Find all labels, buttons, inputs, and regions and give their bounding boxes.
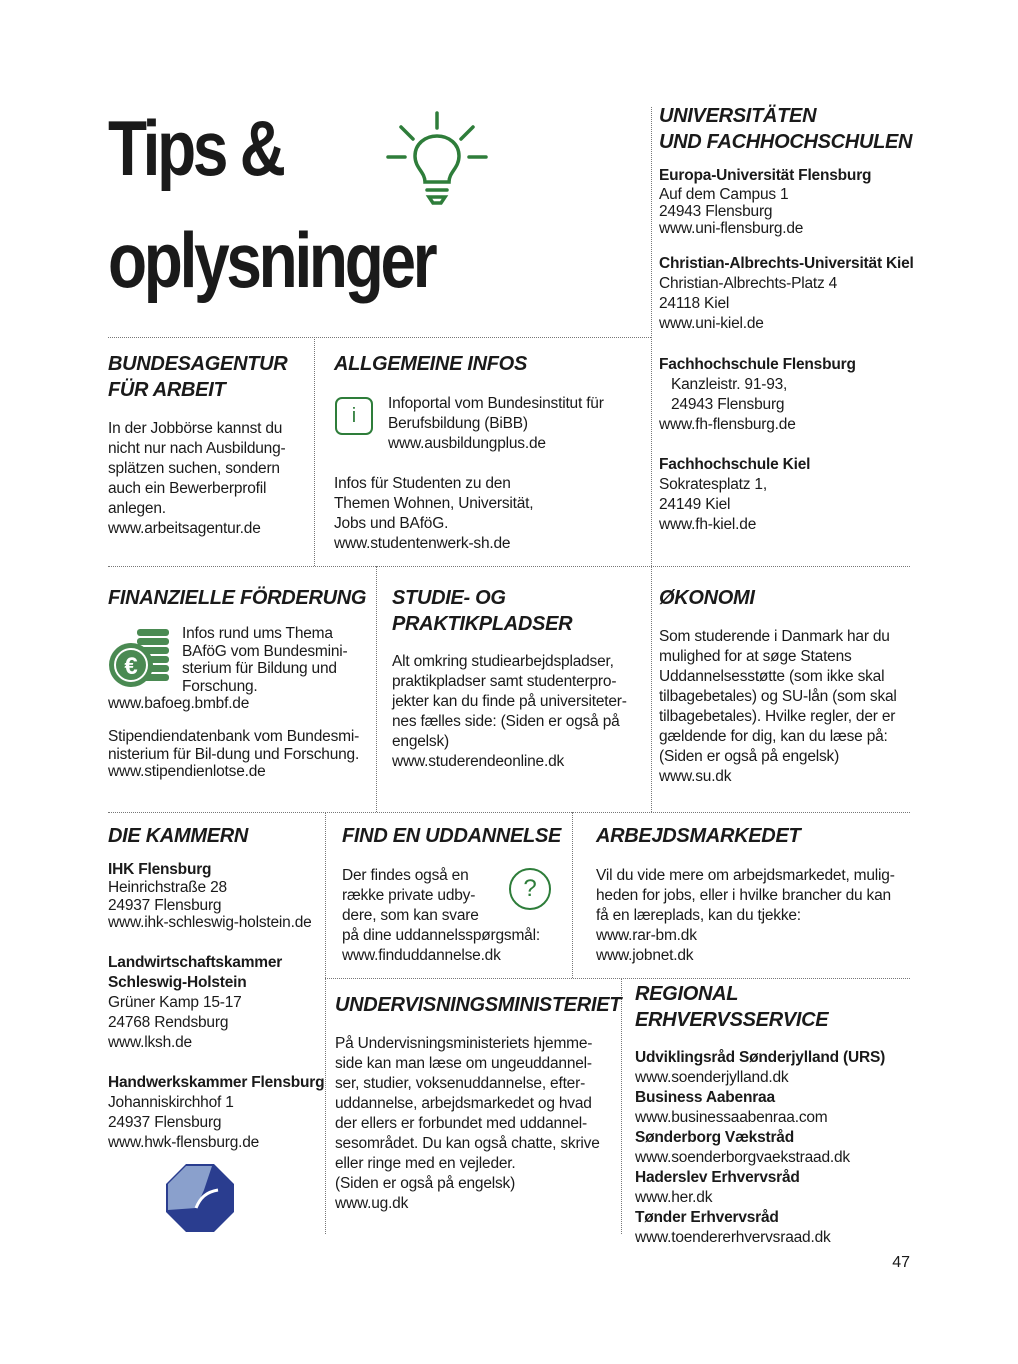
section-text: På Undervisningsministeriets hjemme- side kan man læse om ungeuddannel- ser, studier, voksenuddannelse, efter- uddannelse, arbejdsmarkedet og hvad der ellers er forbundet med uddannel- sesområdet. Du kan også chatte, skrive eller ringe med en vejleder. (Siden er også på engelsk) www.ug.dk — [335, 1035, 600, 1212]
title-line-2: oplysninger — [108, 216, 435, 304]
section-text: Infos rund ums Thema BAföG vom Bundesmini- sterium für Bildung und Forschung. — [182, 625, 348, 695]
section-heading: STUDIE- OG PRAKTIKPLADSER — [392, 587, 573, 635]
studie-section — [392, 585, 642, 772]
page-number: 47 — [892, 1254, 910, 1271]
chamber-logo-icon — [166, 1164, 234, 1232]
university-entry: Europa-Universität Flensburg Auf dem Campus 1 24943 Flensburg www.uni-flensburg.de — [659, 167, 872, 237]
section-heading: UNIVERSITÄTEN UND FACHHOCHSCHULEN — [659, 105, 913, 153]
divider — [325, 978, 910, 979]
divider — [621, 978, 622, 1234]
bundesagentur-section — [108, 351, 308, 539]
allgemeine-section — [334, 351, 644, 377]
divider — [108, 566, 910, 567]
regional-section — [635, 981, 909, 1248]
euro-coins-icon — [109, 627, 171, 689]
link-text: www.bafoeg.bmbf.de — [108, 695, 250, 712]
section-text: Vil du vide mere om arbejdsmarkedet, mulig- heden for jobs, eller i hvilke brancher du kan få en læreplads, kan du tjekke: www.rar-bm.dk www.jobnet.dk — [596, 867, 895, 964]
section-text: Stipendiendatenbank vom Bundesmi- nisterium für Bil-dung und Forschung. www.stipendienlotse.de — [108, 728, 360, 780]
info-icon: i — [335, 397, 373, 435]
kammern-section — [108, 823, 323, 1153]
university-entry: Fachhochschule Flensburg Kanzleistr. 91-93, 24943 Flensburg www.fh-flensburg.de — [659, 356, 856, 433]
section-heading: UNDERVISNINGSMINISTERIET — [335, 994, 622, 1016]
arbejds-section — [596, 823, 908, 966]
section-text: Udviklingsråd Sønderjylland (URS) www.soenderjylland.dk Business Aabenraa www.businessaabenraa.com Sønderborg Vækstråd www.soenderborgvaekstraad.dk Haderslev Erhvervsråd www.her.dk Tønder Erhvervsråd www.toendererhvervsraad.dk — [635, 1049, 886, 1246]
section-heading: FIND EN UDDANNELSE — [342, 825, 562, 847]
title-line-1: Tips & — [108, 104, 283, 192]
lightbulb-icon — [385, 110, 489, 210]
section-text: In der Jobbörse kannst du nicht nur nach Ausbildung- splätzen suchen, sondern auch ein Bewerberprofil anlegen. www.arbeitsagentur.de — [108, 420, 286, 537]
section-text: Der findes også en række private udby- dere, som kan svare på dine uddannelsspørgsmål: www.finduddannelse.dk — [342, 867, 540, 964]
section-text: Som studerende i Danmark har du mulighed for at søge Statens Uddannelsesstøtte (som ikke skal tilbagebetales) og SU-lån (som skal tilbagebetales). Hvilke regler, der er gældende for dig, kan du læse på: (Siden er også på engelsk) www.su.dk — [659, 628, 897, 785]
divider — [325, 812, 326, 1234]
divider — [572, 812, 573, 978]
university-entry: Fachhochschule Kiel Sokratesplatz 1, 24149 Kiel www.fh-kiel.de — [659, 456, 811, 533]
section-heading: ØKONOMI — [659, 587, 755, 609]
divider — [314, 337, 315, 566]
university-entry: Christian-Albrechts-Universität Kiel Christian-Albrechts-Platz 4 24118 Kiel www.uni-kiel.de — [659, 255, 914, 332]
section-heading: ARBEJDSMARKEDET — [596, 825, 801, 847]
section-heading: DIE KAMMERN — [108, 825, 249, 847]
section-text: Infoportal vom Bundesinstitut für Berufsbildung (BiBB) www.ausbildungplus.de — [388, 395, 604, 452]
section-heading: REGIONAL ERHVERVSSERVICE — [635, 983, 829, 1031]
section-heading: FINANZIELLE FÖRDERUNG — [108, 587, 367, 609]
svg-text:€: € — [124, 653, 138, 680]
chamber-entry: IHK Flensburg Heinrichstraße 28 24937 Flensburg www.ihk-schleswig-holstein.de — [108, 861, 312, 931]
section-heading: BUNDESAGENTUR FÜR ARBEIT — [108, 353, 288, 401]
section-text: Alt omkring studiearbejdspladser, praktikpladser samt studenterpro- jekter kan du finde på universiteter- nes fælles side: (Siden er også på engelsk) www.studerendeonline.dk — [392, 653, 627, 770]
section-heading: ALLGEMEINE INFOS — [334, 353, 527, 375]
divider — [108, 337, 651, 338]
divider — [376, 566, 377, 812]
chamber-entry: Handwerkskammer Flensburg Johanniskirchhof 1 24937 Flensburg www.hwk-flensburg.de — [108, 1073, 325, 1151]
divider — [108, 812, 910, 813]
question-mark-icon: ? — [509, 868, 551, 910]
undervis-section — [335, 992, 622, 1214]
section-text: Infos für Studenten zu den Themen Wohnen, Universität, Jobs und BAföG. www.studentenwerk-sh.de — [334, 475, 534, 552]
okonomi-section — [659, 585, 909, 787]
divider — [651, 107, 652, 812]
universities-section — [659, 103, 914, 535]
chamber-entry: Landwirtschaftskammer Schleswig-Holstein Grüner Kamp 15-17 24768 Rendsburg www.lksh.de — [108, 953, 283, 1051]
